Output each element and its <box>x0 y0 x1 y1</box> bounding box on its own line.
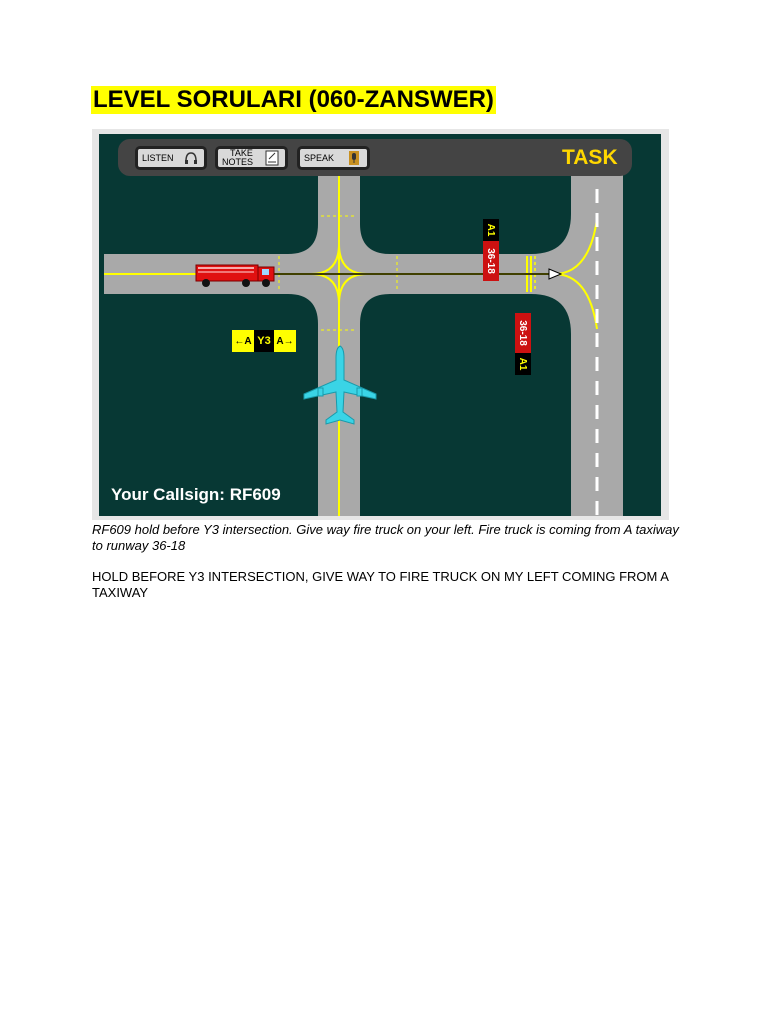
y3-location-sign <box>232 330 296 352</box>
sign-a1-code-bottom: A1 <box>515 353 531 375</box>
take-notes-button[interactable] <box>215 146 288 170</box>
sign-a-right: A→ <box>274 330 296 352</box>
page-title: LEVEL SORULARI (060-ZANSWER) <box>93 86 494 113</box>
speak-label: SPEAK <box>304 152 335 163</box>
listen-label: LISTEN <box>142 152 174 163</box>
sign-a-left: ←A <box>232 330 254 352</box>
speak-button[interactable] <box>297 146 370 170</box>
listen-button[interactable] <box>135 146 207 170</box>
airport-scene <box>99 134 661 516</box>
aircraft-icon <box>300 344 380 428</box>
instruction-caption: RF609 hold before Y3 intersection. Give way fire truck on your left. Fire truck is coming from A taxiway to runway 36-18 <box>92 522 679 553</box>
sign-a1-code-top: A1 <box>483 219 499 241</box>
headphones-icon <box>182 150 200 166</box>
sign-y3: Y3 <box>254 330 274 352</box>
a1-runway-sign-bottom <box>515 313 531 375</box>
airport-markings <box>99 134 661 516</box>
take-notes-label-1: TAKE <box>230 148 253 158</box>
sign-runway-top: 36-18 <box>483 241 499 281</box>
task-label: TASK <box>562 146 618 169</box>
microphone-icon <box>345 150 363 166</box>
callsign-text: Your Callsign: RF609 <box>111 485 281 504</box>
answer-text: HOLD BEFORE Y3 INTERSECTION, GIVE WAY TO FIRE TRUCK ON MY LEFT COMING FROM A TAXIWAY <box>92 569 669 600</box>
take-notes-label-2: NOTES <box>222 157 254 167</box>
fire-truck-icon <box>192 259 276 289</box>
a1-runway-sign-top <box>483 219 499 281</box>
sign-runway-bottom: 36-18 <box>515 313 531 353</box>
notepad-icon <box>263 150 281 166</box>
